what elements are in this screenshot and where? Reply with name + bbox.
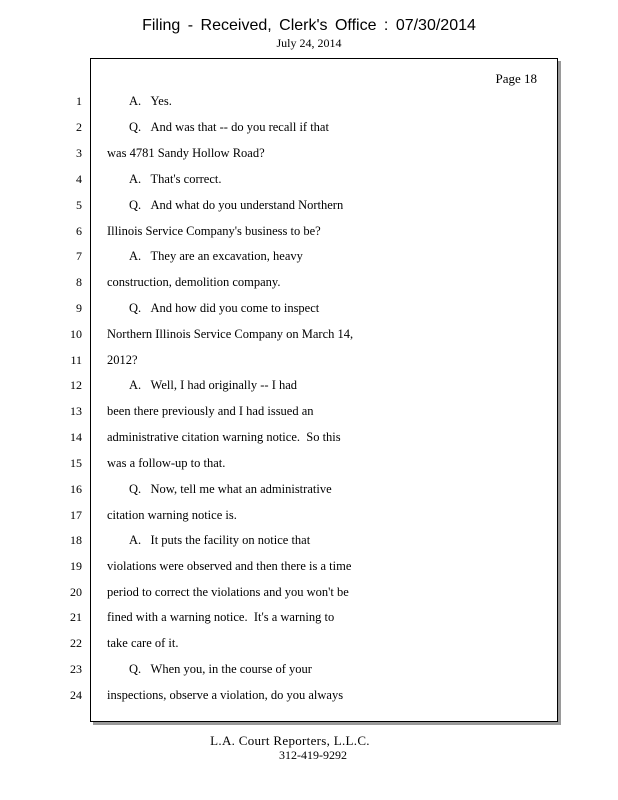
reporter-company: L.A. Court Reporters, L.L.C. bbox=[210, 733, 370, 748]
transcript-line: violations were observed and then there is a time bbox=[107, 559, 352, 573]
line-number: 4 bbox=[76, 172, 82, 186]
transcript-line: inspections, observe a violation, do you always bbox=[107, 688, 344, 702]
line-number: 2 bbox=[76, 120, 82, 134]
transcript-line: construction, demolition company. bbox=[107, 275, 281, 289]
line-number: 13 bbox=[70, 404, 82, 418]
transcript-line: take care of it. bbox=[107, 636, 179, 650]
transcript-line: Northern Illinois Service Company on March 14, bbox=[107, 327, 354, 341]
transcript-line: citation warning notice is. bbox=[107, 508, 237, 522]
line-number: 6 bbox=[76, 224, 82, 238]
transcript-line: Q. When you, in the course of your bbox=[129, 662, 312, 676]
line-number: 17 bbox=[70, 508, 82, 522]
transcript-line: fined with a warning notice. It's a warning to bbox=[107, 610, 335, 624]
line-number: 15 bbox=[70, 456, 82, 470]
transcript-line: A. It puts the facility on notice that bbox=[129, 533, 311, 547]
line-number: 22 bbox=[70, 636, 82, 650]
line-number: 23 bbox=[70, 662, 82, 676]
transcript-line: been there previously and I had issued an bbox=[107, 404, 314, 418]
line-number: 24 bbox=[70, 688, 82, 702]
transcript-line: period to correct the violations and you won't be bbox=[107, 585, 349, 599]
transcript-line: Q. And what do you understand Northern bbox=[129, 198, 344, 212]
transcript-line: A. Well, I had originally -- I had bbox=[129, 378, 298, 392]
line-number: 21 bbox=[70, 610, 82, 624]
transcript-line: A. They are an excavation, heavy bbox=[129, 249, 303, 263]
transcript-line: A. That's correct. bbox=[129, 172, 222, 186]
line-number: 3 bbox=[76, 146, 82, 160]
transcript-line: was a follow-up to that. bbox=[107, 456, 226, 470]
line-number: 9 bbox=[76, 301, 82, 315]
transcript-line: 2012? bbox=[107, 353, 138, 367]
line-number: 19 bbox=[70, 559, 82, 573]
transcript-line: Q. And how did you come to inspect bbox=[129, 301, 320, 315]
filing-stamp: Filing - Received, Clerk's Office : 07/30/2014 bbox=[142, 17, 476, 34]
line-number: 18 bbox=[70, 533, 82, 547]
line-number: 12 bbox=[70, 378, 82, 392]
line-number: 10 bbox=[70, 327, 82, 341]
transcript-line: Q. And was that -- do you recall if that bbox=[129, 120, 329, 134]
line-number: 7 bbox=[76, 249, 82, 263]
line-number: 1 bbox=[76, 94, 82, 108]
transcript-line: Illinois Service Company's business to be? bbox=[107, 224, 321, 238]
transcript-date: July 24, 2014 bbox=[276, 36, 342, 50]
line-number: 11 bbox=[70, 353, 82, 367]
line-number: 20 bbox=[70, 585, 82, 599]
line-number: 5 bbox=[76, 198, 82, 212]
transcript-line: Q. Now, tell me what an administrative bbox=[129, 482, 332, 496]
page-number: Page 18 bbox=[495, 71, 537, 86]
line-number: 14 bbox=[70, 430, 82, 444]
reporter-phone: 312-419-9292 bbox=[279, 748, 347, 762]
transcript-line: administrative citation warning notice. So this bbox=[107, 430, 341, 444]
transcript-line: A. Yes. bbox=[129, 94, 172, 108]
line-number: 16 bbox=[70, 482, 82, 496]
line-number: 8 bbox=[76, 275, 82, 289]
transcript-line: was 4781 Sandy Hollow Road? bbox=[107, 146, 265, 160]
